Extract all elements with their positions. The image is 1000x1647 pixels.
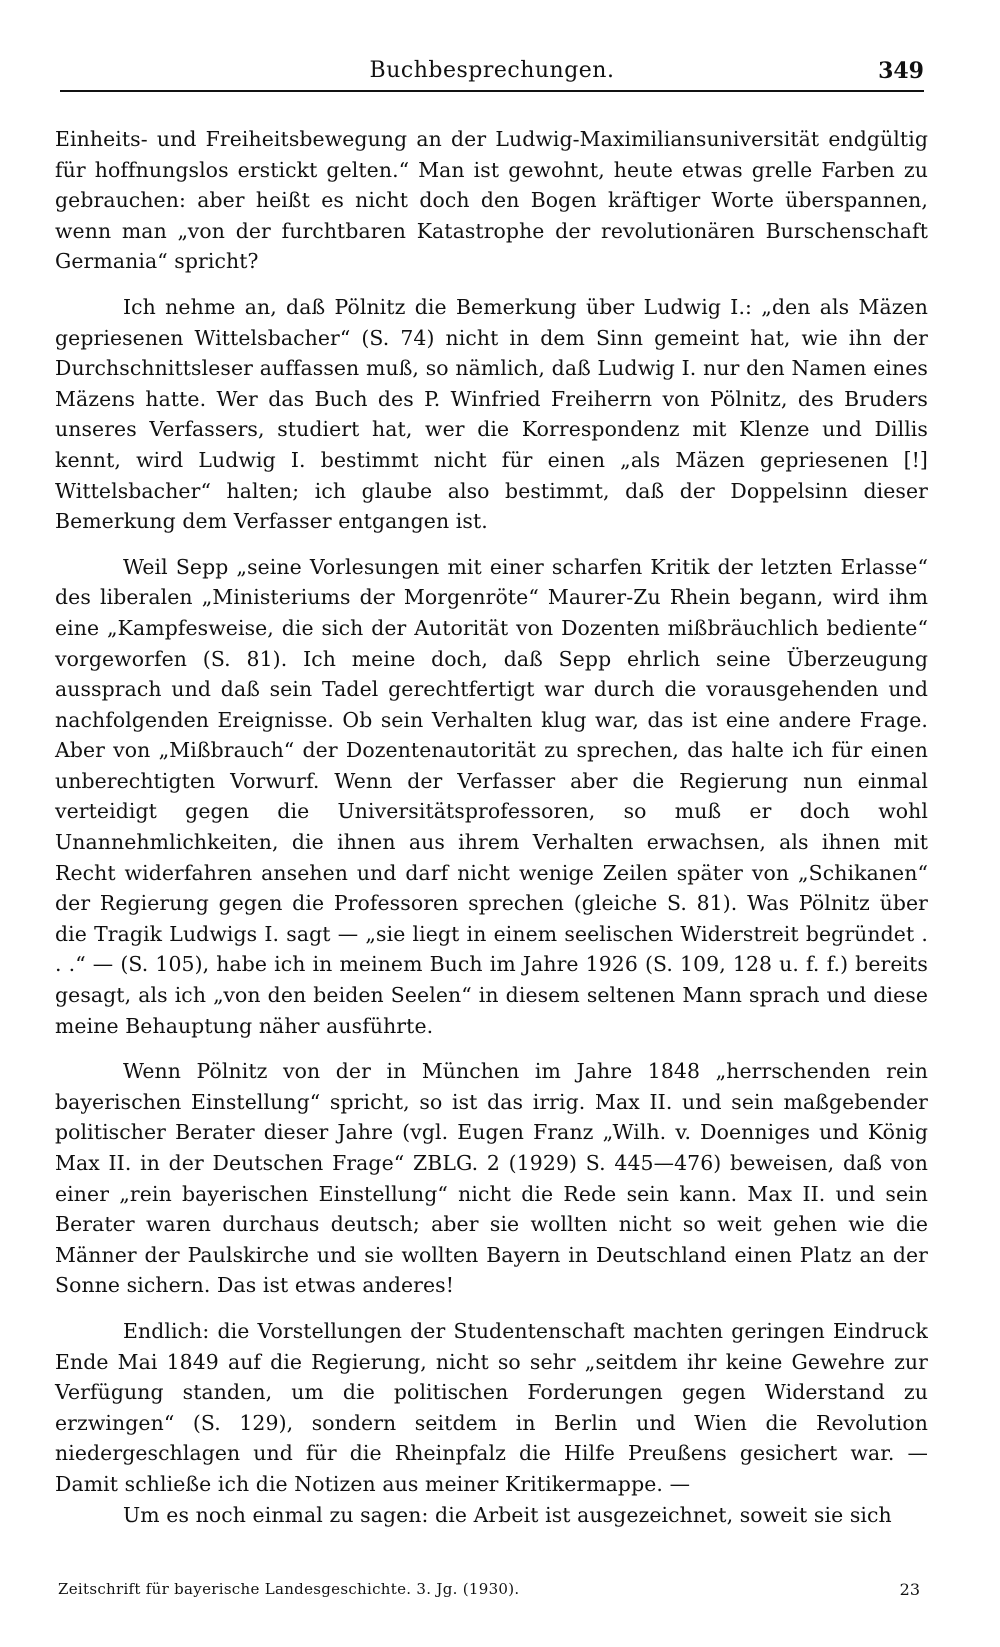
body-text: [55, 124, 928, 1545]
paragraph: Endlich: die Vorstellungen der Studentenschaft machten geringen Eindruck Ende Mai 1849 auf die Regierung, nicht so sehr „seitdem ihr keine Gewehre zur Verfügung standen, um die politischen Forderungen gegen Widerstand zu erzwingen“ (S. 129), sondern seitdem in Berlin und Wien die Revolution niedergeschlagen und für die Rheinpfalz die Hilfe Preußens gesichert war. — Damit schließe ich die Notizen aus meiner Kritikermappe. —: [55, 1318, 928, 1496]
page-footer: [58, 1574, 920, 1604]
paragraph: Wenn Pölnitz von der in München im Jahre 1848 „herrschenden rein bayerischen Einstellung“ spricht, so ist das irrig. Max II. und sein maßgebender politischer Berater dieser Jahre (vgl. Eugen Franz „Wilh. v. Doenniges und König Max II. in der Deutschen Frage“ ZBLG. 2 (1929) S. 445—476) beweisen, daß von einer „rein bayerischen Einstellung“ nicht die Rede sein kann. Max II. und sein Berater waren durchaus deutsch; aber sie wollten nicht so weit gehen wie die Männer der Paulskirche und sie wollten Bayern in Deutschland einen Platz an der Sonne sichern. Das ist etwas anderes!: [55, 1059, 928, 1298]
page-header: [60, 50, 924, 92]
paragraph: Um es noch einmal zu sagen: die Arbeit ist ausgezeichnet, soweit sie sich: [123, 1502, 892, 1527]
paragraph: Weil Sepp „seine Vorlesungen mit einer scharfen Kritik der letzten Erlasse“ des liberalen „Ministeriums der Morgenröte“ Maurer-Zu Rhein begann, wird ihm eine „Kampfesweise, die sich der Autorität von Dozenten mißbräuchlich bediente“ vorgeworfen (S. 81). Ich meine doch, daß Sepp ehrlich seine Überzeugung aussprach und daß sein Tadel gerechtfertigt war durch die vorausgehenden und nachfolgenden Ereignisse. Ob sein Verhalten klug war, das ist eine andere Frage. Aber von „Mißbrauch“ der Dozentenautorität zu sprechen, das halte ich für einen unberechtigten Vorwurf. Wenn der Verfasser aber die Regierung nun einmal verteidigt gegen die Universitätsprofessoren, so muß er doch wohl Unannehmlichkeiten, die ihnen aus ihrem Verhalten erwachsen, als ihnen mit Recht widerfahren ansehen und darf nicht wenige Zeilen später von „Schikanen“ der Regierung gegen die Professoren sprechen (gleiche S. 81). Was Pölnitz über die Tragik Ludwigs I. sagt — „sie liegt in einem seelischen Widerstreit begründet . . .“ — (S. 105), habe ich in meinem Buch im Jahre 1926 (S. 109, 128 u. f. f.) bereits gesagt, als ich „von den beiden Seelen“ in diesem seltenen Mann sprach und diese meine Behauptung näher ausführte.: [55, 554, 928, 1038]
paragraph: Ich nehme an, daß Pölnitz die Bemerkung über Ludwig I.: „den als Mäzen gepriesenen Wittelsbacher“ (S. 74) nicht in dem Sinn gemeint hat, wie ihn der Durchschnittsleser auffassen muß, so nämlich, daß Ludwig I. nur den Namen eines Mäzens hatte. Wer das Buch des P. Winfried Freiherrn von Pölnitz, des Bruders unseres Verfassers, studiert hat, wer die Korrespondenz mit Klenze und Dillis kennt, wird Ludwig I. bestimmt nicht für einen „als Mäzen gepriesenen [!] Wittelsbacher“ halten; ich glaube also bestimmt, daß der Doppelsinn dieser Bemerkung dem Verfasser entgangen ist.: [55, 294, 928, 534]
journal-citation: Zeitschrift für bayerische Landesgeschichte. 3. Jg. (1930).: [58, 1580, 520, 1598]
paragraph: Einheits- und Freiheitsbewegung an der Ludwig-Maximiliansuniversität endgültig für hoffnungslos erstickt gelten.“ Man ist gewohnt, heute etwas grelle Farben zu gebrauchen: aber heißt es nicht doch den Bogen kräftiger Worte überspannen, wenn man „von der furchtbaren Katastrophe der revolutionären Burschenschaft Germania“ spricht?: [55, 127, 928, 274]
page-number: 349: [878, 58, 924, 84]
sheet-number: 23: [899, 1580, 920, 1599]
running-title: Buchbesprechungen.: [369, 58, 615, 83]
